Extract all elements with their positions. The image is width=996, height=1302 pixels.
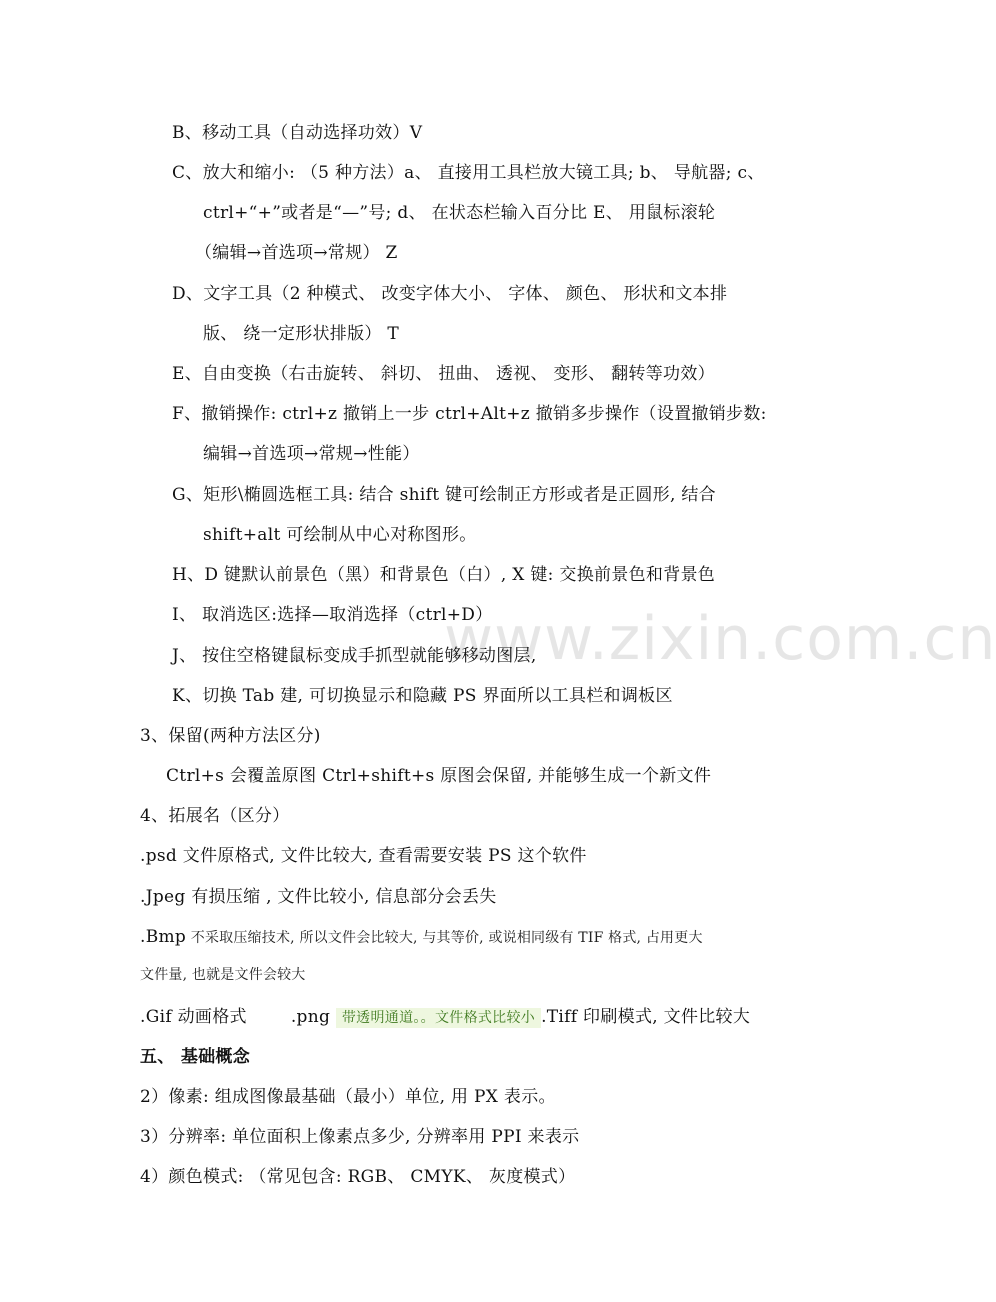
item-h-colors: H、D 键默认前景色（黑）和背景色（白）, X 键: 交换前景色和背景色 — [172, 565, 716, 585]
item-g-marquee-line1: G、矩形\椭圆选框工具: 结合 shift 键可绘制正方形或者是正圆形, 结合 — [172, 485, 716, 505]
item-k-tab-toggle: K、切换 Tab 建, 可切换显示和隐藏 PS 界面所以工具栏和调板区 — [172, 686, 673, 706]
ext-bmp-line2: 文件量, 也就是文件会较大 — [140, 967, 306, 983]
ext-jpeg: .Jpeg 有损压缩 , 文件比较小, 信息部分会丢失 — [140, 887, 497, 907]
item-c-zoom-line2: ctrl+“+”或者是“—”号; d、 在状态栏输入百分比 E、 用鼠标滚轮 — [203, 203, 716, 223]
section-5-basic-concepts: 五、 基础概念 — [140, 1047, 251, 1067]
ext-png-highlight-note: 带透明通道。。文件格式比较小 — [336, 1008, 541, 1028]
item-b-move-tool: B、移动工具（自动选择功效）V — [172, 123, 423, 143]
item-f-undo-line2: 编辑→首选项→常规→性能） — [203, 444, 420, 464]
watermark: www.zixin.com.cn — [444, 604, 996, 674]
ext-bmp-label: .Bmp — [140, 927, 187, 947]
item-c-zoom-line1: C、放大和缩小: （5 种方法）a、 直接用工具栏放大镜工具; b、 导航器; c、 — [172, 163, 765, 183]
section-3-save-detail: Ctrl+s 会覆盖原图 Ctrl+shift+s 原图会保留, 并能够生成一个新文件 — [166, 766, 712, 786]
item-e-transform: E、自由变换（右击旋转、 斜切、 扭曲、 透视、 变形、 翻转等功效） — [172, 364, 715, 384]
ext-gif: .Gif 动画格式 — [140, 1007, 247, 1027]
ext-bmp-description: 不采取压缩技术, 所以文件会比较大, 与其等价, 或说相同级有 TIF 格式, 占用更大 — [186, 930, 703, 946]
ext-gif-png-tiff — [140, 1006, 750, 1029]
ext-bmp-line1 — [140, 926, 703, 949]
ext-png: .png — [290, 1007, 331, 1027]
ext-tiff: .Tiff 印刷模式, 文件比较大 — [541, 1007, 751, 1027]
item-c-zoom-line3: （编辑→首选项→常规） Z — [195, 243, 398, 263]
item-f-undo-line1: F、撤销操作: ctrl+z 撤销上一步 ctrl+Alt+z 撤销多步操作（设置撤销步数: — [172, 404, 767, 424]
concept-resolution: 3）分辨率: 单位面积上像素点多少, 分辨率用 PPI 来表示 — [140, 1127, 580, 1147]
concept-color-mode: 4）颜色模式: （常见包含: RGB、 CMYK、 灰度模式） — [140, 1167, 576, 1187]
section-4-extensions: 4、拓展名（区分） — [140, 806, 290, 826]
ext-psd: .psd 文件原格式, 文件比较大, 查看需要安装 PS 这个软件 — [140, 846, 587, 866]
concept-pixel: 2）像素: 组成图像最基础（最小）单位, 用 PX 表示。 — [140, 1087, 556, 1107]
item-j-space-pan: J、 按住空格键鼠标变成手抓型就能够移动图层, — [172, 646, 537, 666]
item-i-deselect: I、 取消选区:选择—取消选择（ctrl+D） — [172, 605, 493, 625]
item-g-marquee-line2: shift+alt 可绘制从中心对称图形。 — [203, 525, 477, 545]
section-3-save: 3、保留(两种方法区分) — [140, 726, 321, 746]
item-d-text-line1: D、文字工具（2 种模式、 改变字体大小、 字体、 颜色、 形状和文本排 — [172, 284, 728, 304]
item-d-text-line2: 版、 绕一定形状排版） T — [203, 324, 400, 344]
